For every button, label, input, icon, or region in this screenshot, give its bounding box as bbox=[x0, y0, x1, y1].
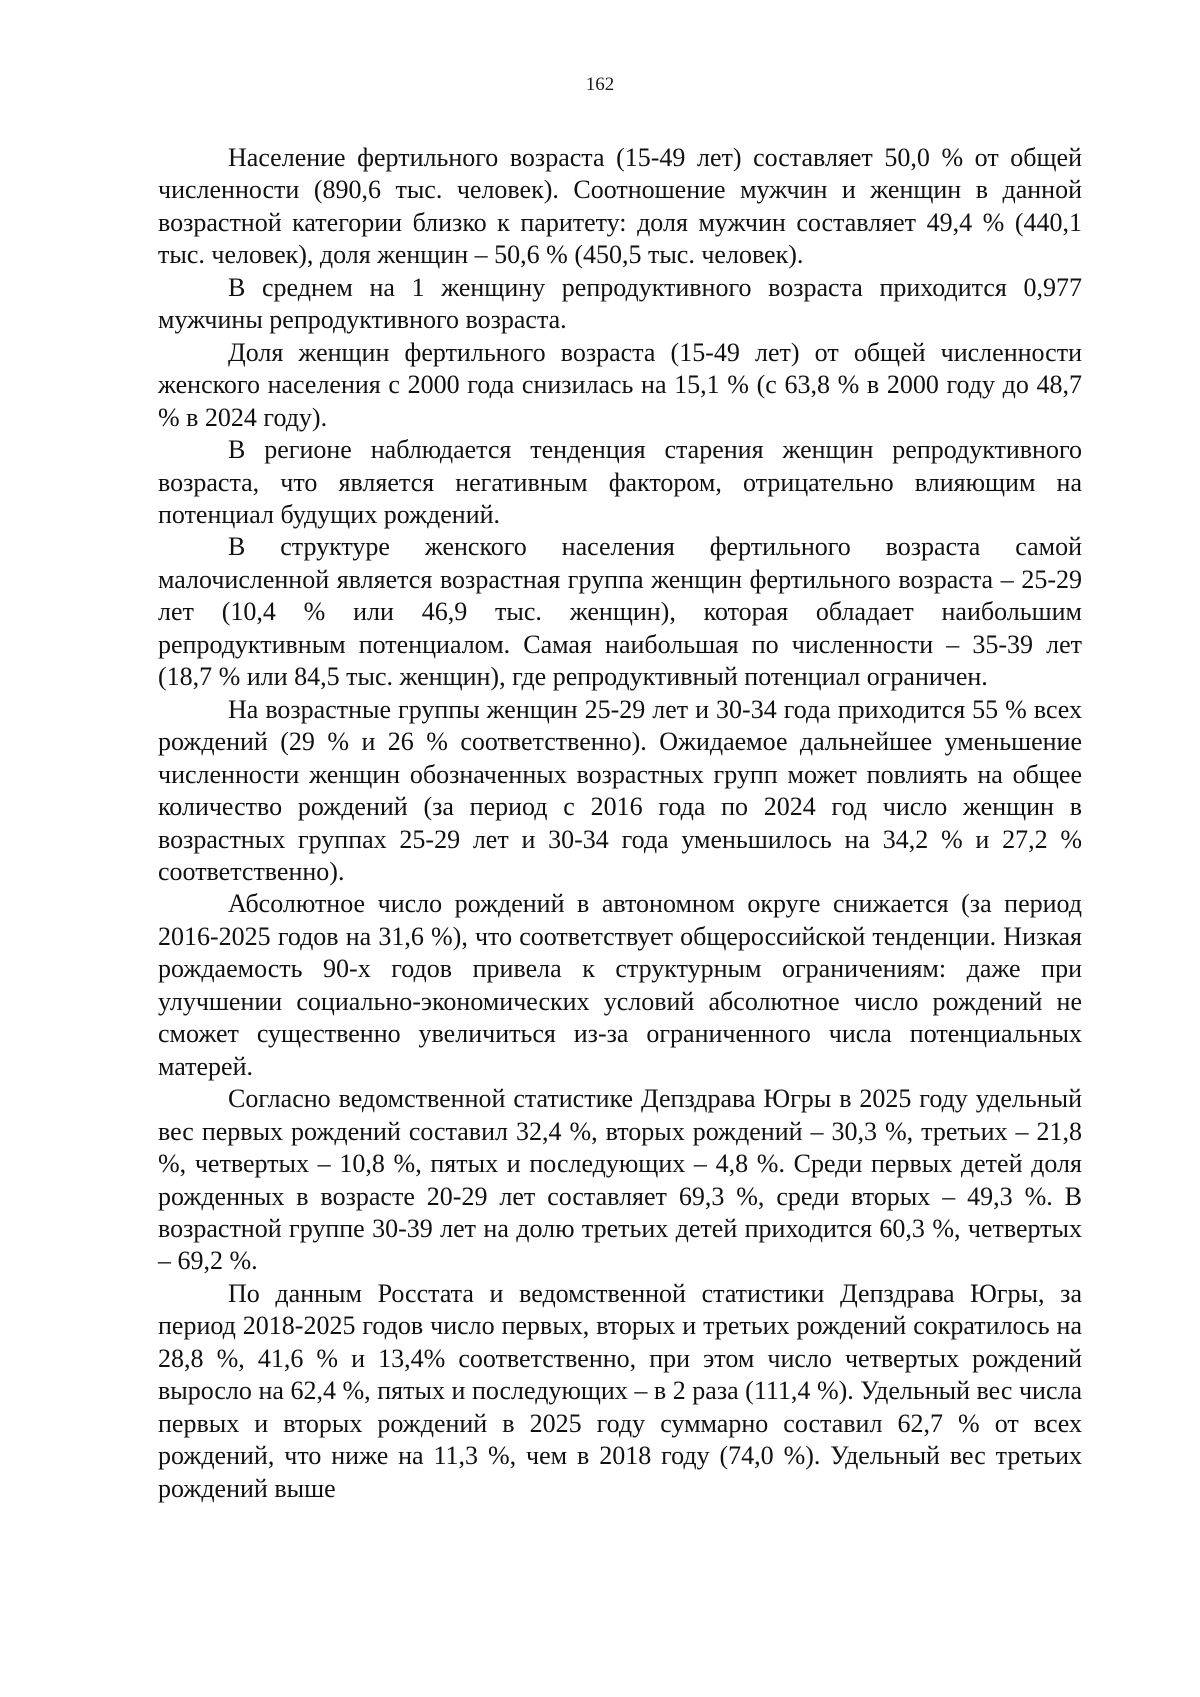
paragraph: Согласно ведомственной статистике Депздрава Югры в 2025 году удельный вес первых рождений составил 32,4 %, вторых рождений – 30,3 %, третьих – 21,8 %, четвертых – 10,8 %, пятых и последующих – 4,8 %. Среди первых детей доля рожденных в возрасте 20-29 лет составляет 69,3 %, среди вторых – 49,3 %. В возрастной группе 30-39 лет на долю третьих детей приходится 60,3 %, четвертых – 69,2 %. bbox=[158, 1084, 1082, 1276]
paragraph: Доля женщин фертильного возраста (15-49 лет) от общей численности женского населения с 2000 года снизилась на 15,1 % (с 63,8 % в 2000 году до 48,7 % в 2024 году). bbox=[158, 337, 1082, 432]
paragraph: На возрастные группы женщин 25-29 лет и 30-34 года приходится 55 % всех рождений (29 % и 26 % соответственно). Ожидаемое дальнейшее уменьшение численности женщин обозначенных возрастных групп может повлиять на общее количество рождений (за период с 2016 года по 2024 год число женщин в возрастных группах 25-29 лет и 30-34 года уменьшилось на 34,2 % и 27,2 % соответственно). bbox=[158, 694, 1082, 886]
paragraph: В регионе наблюдается тенденция старения женщин репродуктивного возраста, что является негативным фактором, отрицательно влияющим на потенциал будущих рождений. bbox=[158, 435, 1082, 529]
paragraph: В структуре женского населения фертильного возраста самой малочисленной является возрастная группа женщин фертильного возраста – 25-29 лет (10,4 % или 46,9 тыс. женщин), которая обладает наибольшим репродуктивным потенциалом. Самая наибольшая по численности – 35-39 лет (18,7 % или 84,5 тыс. женщин), где репродуктивный потенциал ограничен. bbox=[158, 532, 1082, 692]
paragraph: Население фертильного возраста (15-49 лет) составляет 50,0 % от общей численности (890,6 тыс. человек). Соотношение мужчин и женщин в данной возрастной категории близко к паритету: доля мужчин составляет 49,4 % (440,1 тыс. человек), доля женщин – 50,6 % (450,5 тыс. человек). bbox=[158, 143, 1082, 270]
paragraph: В среднем на 1 женщину репродуктивного возраста приходится 0,977 мужчины репродуктивного возраста. bbox=[158, 272, 1082, 335]
page-number: 162 bbox=[585, 74, 615, 95]
paragraph: Абсолютное число рождений в автономном округе снижается (за период 2016-2025 годов на 31,6 %), что соответствует общероссийской тенденции. Низкая рождаемость 90-х годов привела к структурным ограничениям: даже при улучшении социально-экономических условий абсолютное число рождений не сможет существенно увеличиться из-за ограниченного числа потенциальных матерей. bbox=[158, 889, 1082, 1081]
paragraph: По данным Росстата и ведомственной статистики Депздрава Югры, за период 2018-2025 годов число первых, вторых и третьих рождений сократилось на 28,8 %, 41,6 % и 13,4% соответственно, при этом число четвертых рождений выросло на 62,4 %, пятых и последующих – в 2 раза (111,4 %). Удельный вес числа первых и вторых рождений в 2025 году суммарно составил 62,7 % от всех рождений, что ниже на 11,3 %, чем в 2018 году (74,0 %). Удельный вес третьих рождений выше bbox=[158, 1278, 1082, 1503]
body-text bbox=[158, 142, 1082, 1505]
